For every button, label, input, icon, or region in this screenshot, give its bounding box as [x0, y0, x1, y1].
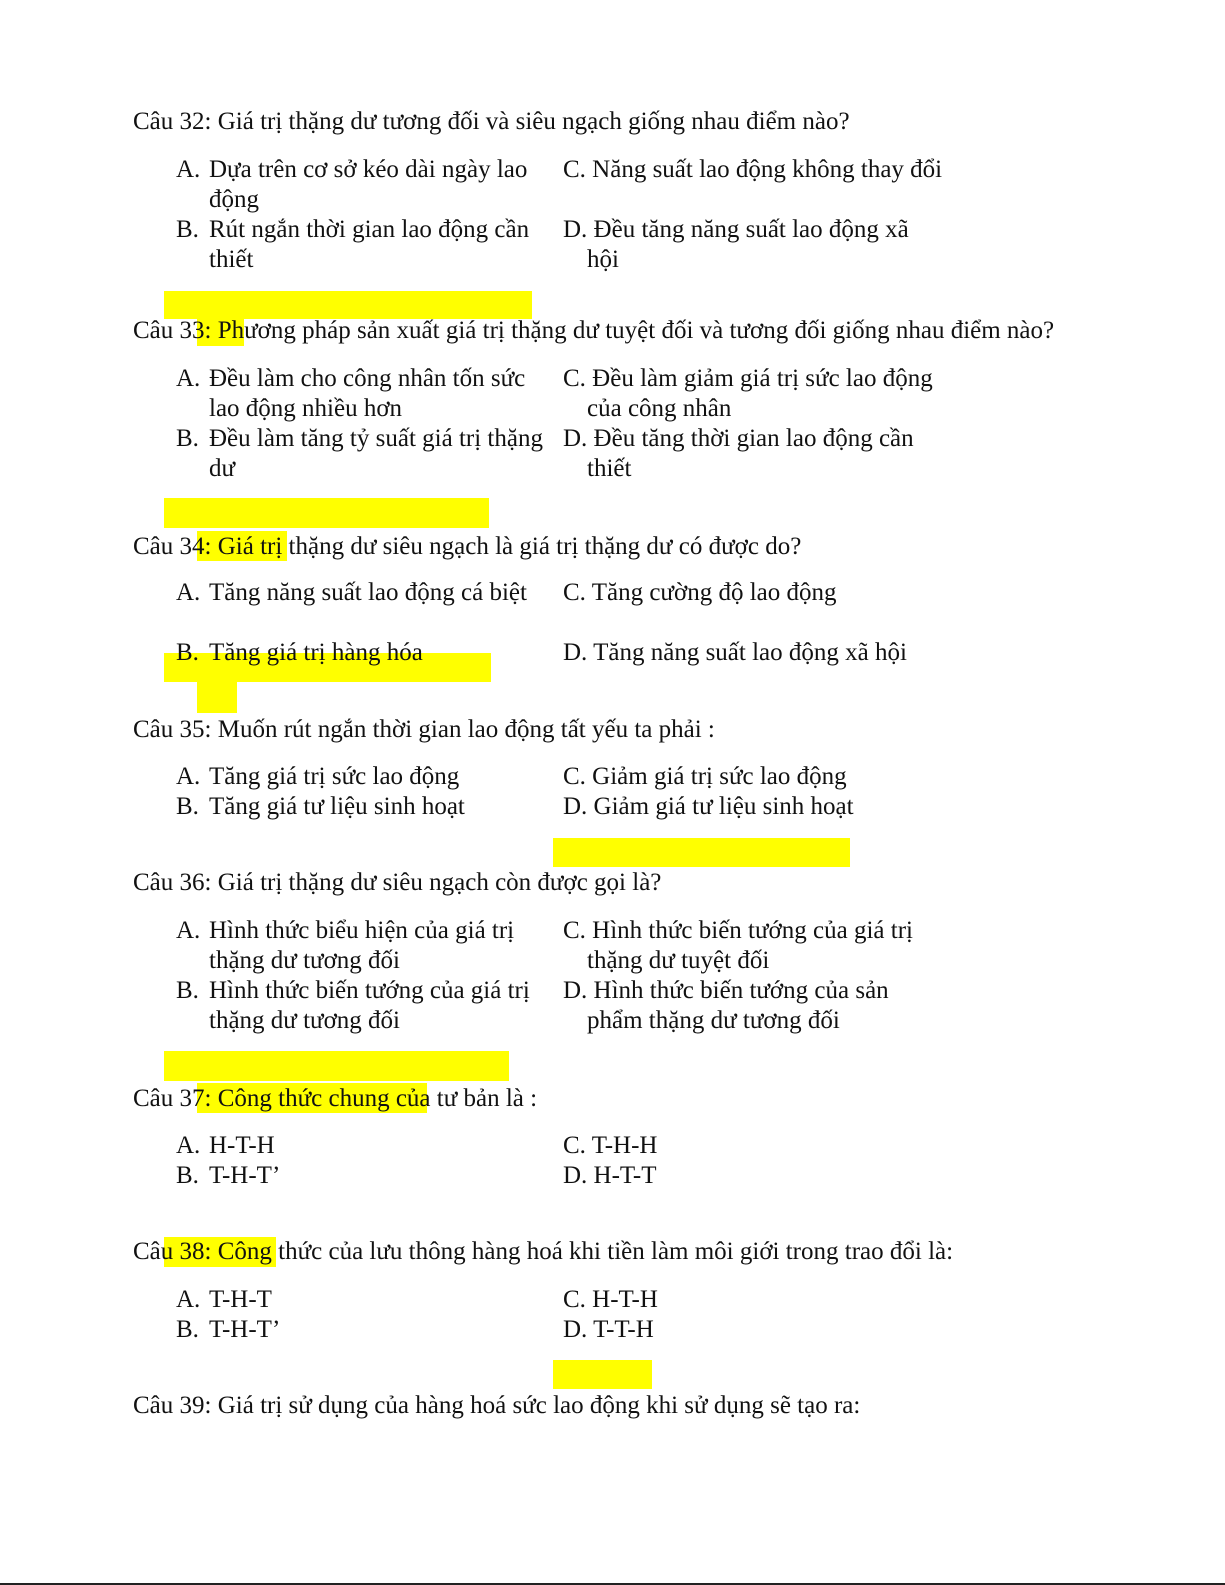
option-d: D. T-T-H: [563, 1316, 654, 1343]
option-a: A. Tăng giá trị sức lao động: [176, 763, 460, 790]
option-a: A. Đều làm cho công nhân tốn sức lao động nhiều hơn: [176, 365, 526, 422]
option-d: D. Đều tăng thời gian lao động cần thiết: [563, 425, 914, 482]
option-d: D. Tăng năng suất lao động xã hội: [563, 639, 907, 666]
option-d: D. Giảm giá tư liệu sinh hoạt: [563, 793, 854, 820]
option-a: A. T-H-T: [176, 1286, 272, 1313]
highlight-mark: [553, 838, 850, 867]
option-c: C. Giảm giá trị sức lao động: [563, 763, 847, 790]
highlight-mark: [164, 291, 532, 319]
option-b: B. T-H-T’: [176, 1162, 281, 1189]
highlight-mark: [553, 1360, 652, 1389]
option-a: A. H-T-H: [176, 1132, 275, 1159]
question-title: Câu 38: Công thức của lưu thông hàng hoá khi tiền làm môi giới trong trao đổi là:: [133, 1238, 954, 1265]
question-title: Câu 32: Giá trị thặng dư tương đối và siêu ngạch giống nhau điểm nào?: [133, 108, 850, 135]
highlight-mark: [164, 498, 489, 528]
option-b: B. Tăng giá tư liệu sinh hoạt: [176, 793, 465, 820]
question-title: Câu 36: Giá trị thặng dư siêu ngạch còn được gọi là?: [133, 869, 662, 896]
option-b: B. T-H-T’: [176, 1316, 281, 1343]
option-c: C. T-H-H: [563, 1132, 658, 1159]
option-c: C. Đều làm giảm giá trị sức lao động của công nhân: [563, 365, 933, 422]
question-title: Câu 35: Muốn rút ngắn thời gian lao động tất yếu ta phải :: [133, 716, 715, 743]
option-d: D. Đều tăng năng suất lao động xã hội: [563, 216, 909, 273]
option-b: B. Tăng giá trị hàng hóa: [176, 639, 423, 666]
option-c: C. Tăng cường độ lao động: [563, 579, 837, 606]
highlight-mark: [164, 1051, 509, 1081]
option-c: C. Hình thức biến tướng của giá trị thặng dư tuyệt đối: [563, 917, 913, 974]
question-title: Câu 34: Giá trị thặng dư siêu ngạch là giá trị thặng dư có được do?: [133, 533, 802, 560]
question-title: Câu 39: Giá trị sử dụng của hàng hoá sức lao động khi sử dụng sẽ tạo ra:: [133, 1392, 861, 1419]
option-b: B. Rút ngắn thời gian lao động cần thiết: [176, 216, 530, 273]
question-title: Câu 37: Công thức chung của tư bản là :: [133, 1085, 538, 1112]
option-c: C. Năng suất lao động không thay đổi: [563, 156, 943, 183]
option-b: B. Hình thức biến tướng của giá trị thặng dư tương đối: [176, 977, 530, 1034]
option-c: C. H-T-H: [563, 1286, 658, 1313]
option-d: D. H-T-T: [563, 1162, 657, 1189]
option-a: A. Dựa trên cơ sở kéo dài ngày lao động: [176, 156, 528, 213]
highlight-mark: [197, 681, 237, 713]
option-d: D. Hình thức biến tướng của sản phẩm thặng dư tương đối: [563, 977, 889, 1034]
question-title: Câu 33: Phương pháp sản xuất giá trị thặng dư tuyệt đối và tương đối giống nhau điểm nào?: [133, 317, 1055, 344]
option-a: A. Tăng năng suất lao động cá biệt: [176, 579, 527, 606]
option-a: A. Hình thức biểu hiện của giá trị thặng dư tương đối: [176, 917, 515, 974]
option-b: B. Đều làm tăng tỷ suất giá trị thặng dư: [176, 425, 543, 482]
